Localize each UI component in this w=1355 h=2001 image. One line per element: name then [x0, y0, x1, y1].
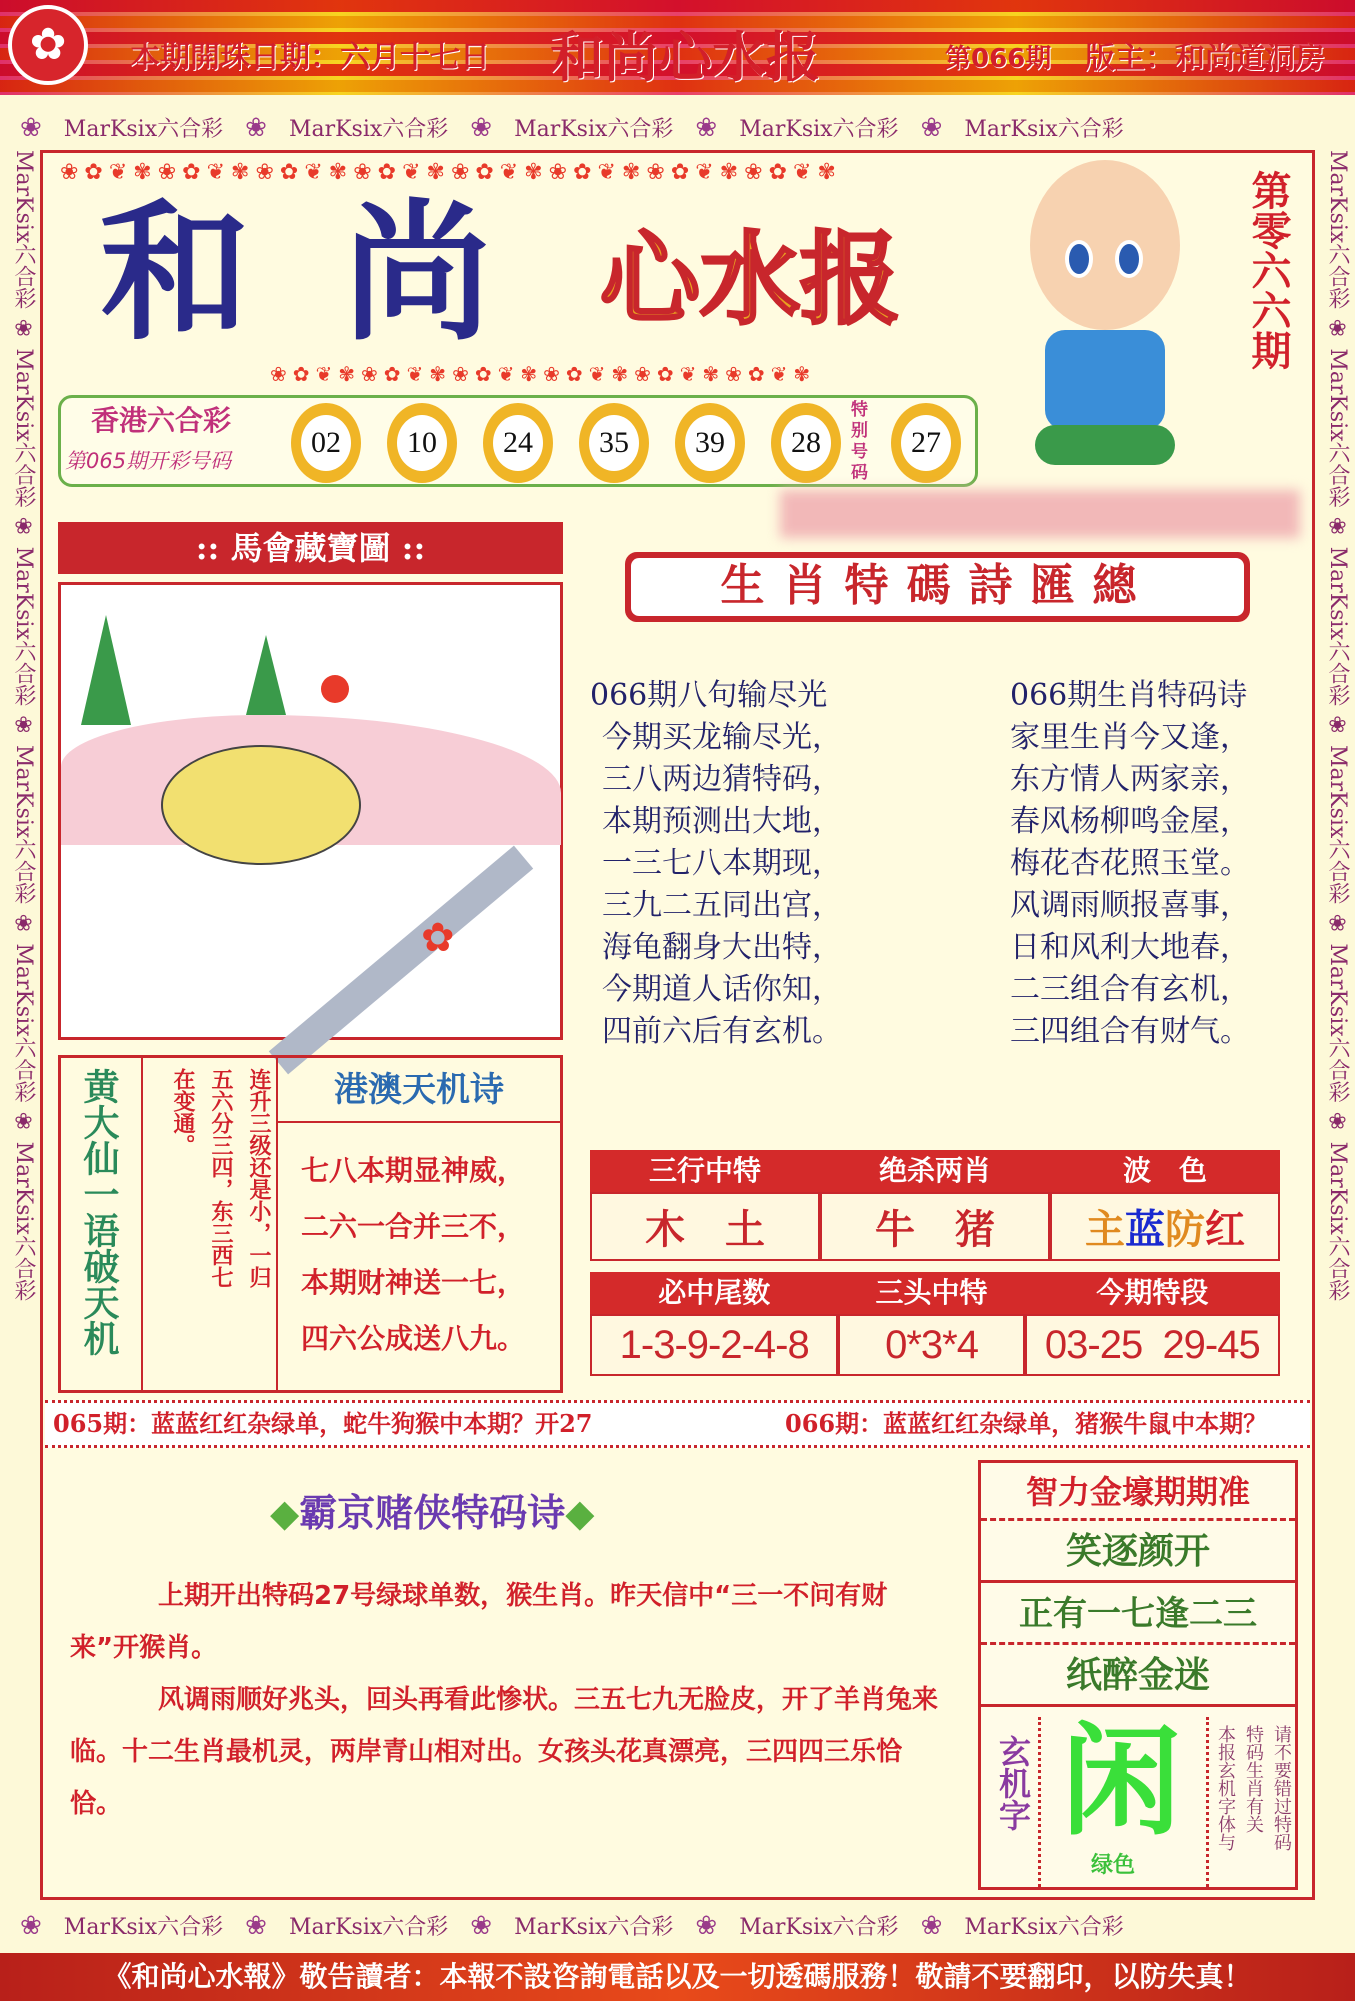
special-label: 特别号码	[851, 400, 868, 483]
poem-line: 三八两边猜特码，	[602, 762, 842, 797]
prediction-table-1	[590, 1150, 1280, 1261]
flower-icon: ❀	[695, 112, 718, 143]
five-elements-value: 木 土	[590, 1192, 820, 1261]
strip-label: MarKsix六合彩	[63, 1915, 224, 1940]
poems-title: 生肖特碼詩匯總	[631, 558, 1244, 616]
poem-line: 三四组合有财气。	[1010, 1014, 1250, 1049]
diamond-icon: ◆	[270, 1491, 300, 1535]
floral-border-icon: ❀✿❦✾❀✿❦✾❀✿❦✾❀✿❦✾❀✿❦✾❀✿❦✾❀✿❦✾❀✿❦✾	[60, 160, 842, 185]
strip-label: MarKsix六合彩	[964, 117, 1124, 142]
strip-label: MarKsix六合彩	[11, 744, 36, 905]
blurred-strip	[780, 490, 1300, 538]
flower-icon: ❀	[20, 112, 42, 143]
strip-label: MarKsix六合彩	[11, 943, 36, 1103]
poem-line: 四前六后有玄机。	[602, 1014, 842, 1049]
number-ball	[675, 403, 745, 483]
table-header: 今期特段	[1096, 1276, 1209, 1309]
table-header: 三行中特	[648, 1154, 761, 1187]
issue-vertical: 第零六六期	[1245, 170, 1292, 370]
poem-line: 家里生肖今又逢，	[1010, 720, 1250, 755]
knight-paragraph-2: 风调雨顺好兆头，回头再看此惨状。三五七九无脸皮，开了羊肖兔来临。十二生肖最机灵，两岸青山相对出。女孩头花真漂亮，三四四三乐恰恰。	[70, 1685, 939, 1819]
mystery-note: 请不要错过特码	[1271, 1725, 1292, 1851]
floral-border-icon: ❀✿❦✾❀✿❦✾❀✿❦✾❀✿❦✾❀✿❦✾❀✿❦✾	[270, 362, 817, 386]
flower-icon: ❀	[695, 1910, 718, 1941]
strip-label: MarKsix六合彩	[739, 117, 899, 142]
color-part: 蓝	[1125, 1207, 1165, 1253]
marksix-strip-left: MarKsix六合彩 ❀ MarKsix六合彩 ❀ MarKsix六合彩 ❀ MarKsix六合彩 ❀ MarKsix六合彩 ❀ MarKsix六合彩	[11, 150, 36, 1301]
strip-label: MarKsix六合彩	[11, 150, 36, 310]
knight-title-text: 霸京赌侠特码诗	[299, 1491, 566, 1535]
strip-label: MarKsix六合彩	[1325, 943, 1350, 1103]
lottery-name: 香港六合彩	[91, 404, 232, 437]
strip-label: MarKsix六合彩	[1325, 150, 1350, 310]
prediction-table-2	[590, 1272, 1280, 1376]
hk-macau-line: 七八本期显神威，	[301, 1154, 526, 1187]
ball-number: 35	[589, 415, 639, 471]
strip-label: MarKsix六合彩	[1325, 744, 1350, 905]
hk-macau-title: 港澳天机诗	[278, 1058, 560, 1123]
kill-zodiac-value: 牛 猪	[820, 1192, 1050, 1261]
strip-label: MarKsix六合彩	[514, 117, 674, 142]
text-col: 连升三级还是小，一归	[246, 1068, 271, 1288]
poem-heading: 066期八句输尽光	[590, 678, 828, 713]
strip-label: MarKsix六合彩	[63, 117, 224, 142]
knight-title	[270, 1490, 594, 1536]
knight-paragraph-1: 上期开出特码27号绿球单数，猴生肖。昨天信中“三一不问有财来”开猴肖。	[70, 1581, 888, 1663]
tail-numbers-value: 1-3-9-2-4-8	[590, 1314, 838, 1376]
flower-icon: ✿	[421, 915, 455, 961]
side-column	[978, 1460, 1298, 1890]
strip-label: MarKsix六合彩	[514, 1915, 674, 1940]
flower-icon: ❀	[920, 1910, 943, 1941]
strip-label: MarKsix六合彩	[288, 1915, 449, 1940]
header-banner	[0, 0, 1355, 95]
mystery-note: 本报玄机字体与	[1215, 1725, 1236, 1851]
poem-line: 梅花杏花照玉堂。	[1010, 846, 1250, 881]
color-part: 防	[1165, 1207, 1205, 1253]
riddle-prev: 065期：蓝蓝红红杂绿单，蛇牛狗猴中本期？开27	[53, 1409, 593, 1438]
masthead-subtitle: 心水报	[600, 221, 900, 338]
ball-number: 10	[397, 415, 447, 471]
strip-label: MarKsix六合彩	[288, 117, 449, 142]
poem-line: 海龟翻身大出特，	[602, 930, 842, 965]
issue-number: 第066期	[945, 44, 1052, 74]
poem-line: 一三七八本期现，	[602, 846, 842, 881]
poem-line: 日和风利大地春，	[1010, 930, 1250, 965]
marksix-strip-right: MarKsix六合彩 ❀ MarKsix六合彩 ❀ MarKsix六合彩 ❀ MarKsix六合彩 ❀ MarKsix六合彩 ❀ MarKsix六合彩	[1325, 150, 1350, 1301]
side-row: 纸醉金迷	[981, 1645, 1295, 1707]
draw-results	[58, 395, 978, 487]
treasure-map-picture	[58, 582, 563, 1040]
riddle-current: 066期：蓝蓝红红杂绿单，猪猴牛鼠中本期？	[785, 1409, 1268, 1438]
strip-label: MarKsix六合彩	[1325, 546, 1350, 706]
marksix-strip-top	[20, 112, 1320, 143]
mystery-color: 绿色	[1091, 1853, 1136, 1878]
side-header: 智力金壕期期准	[981, 1463, 1295, 1521]
number-ball	[483, 403, 553, 483]
poem-line: 春风杨柳鸣金屋，	[1010, 804, 1250, 839]
hk-macau-line: 本期财神送一七，	[301, 1266, 526, 1299]
poem-line: 三九二五同出宫，	[602, 888, 842, 923]
draw-label: 第065期开彩号码	[65, 449, 232, 473]
poem-line: 二三组合有玄机，	[1010, 972, 1250, 1007]
wave-color-value	[1050, 1192, 1280, 1261]
strip-label: MarKsix六合彩	[1325, 1141, 1350, 1301]
flower-icon: ❀	[470, 1910, 493, 1941]
poem-heading: 066期生肖特码诗	[1010, 678, 1248, 713]
special-ball	[891, 403, 961, 483]
flower-icon: ❀	[245, 112, 267, 143]
poem-left	[590, 675, 842, 1053]
segment-value: 03-25 29-45	[1025, 1314, 1280, 1376]
monk-mascot	[1000, 150, 1210, 480]
number-ball	[771, 403, 841, 483]
strip-label: MarKsix六合彩	[1325, 348, 1350, 508]
text-col: 在变通。	[170, 1068, 195, 1156]
poem-line: 今期道人话你知，	[602, 972, 842, 1007]
header-title: 和尚心水报	[550, 25, 820, 89]
color-part: 红	[1205, 1207, 1245, 1253]
knight-body	[70, 1570, 950, 1830]
strip-label: MarKsix六合彩	[739, 1915, 899, 1940]
poem-right	[1010, 675, 1250, 1053]
flower-icon: ❀	[20, 1910, 42, 1941]
poem-line: 本期预测出大地，	[602, 804, 842, 839]
table-header: 波 色	[1122, 1154, 1207, 1187]
wong-tai-sin-box	[58, 1055, 563, 1393]
side-row: 正有一七逢二三	[981, 1583, 1295, 1645]
strip-label: MarKsix六合彩	[11, 1141, 36, 1301]
diamond-icon: ◆	[565, 1491, 595, 1535]
poem-line: 今期买龙输尽光，	[602, 720, 842, 755]
number-ball	[291, 403, 361, 483]
mystery-note: 特码生肖有关	[1243, 1725, 1264, 1833]
poem-line: 东方情人两家亲，	[1010, 762, 1250, 797]
strip-label: MarKsix六合彩	[11, 546, 36, 706]
draw-date: 本期開珠日期：六月十七日	[130, 40, 490, 75]
heads-value: 0*3*4	[838, 1314, 1024, 1376]
strip-label: MarKsix六合彩	[11, 348, 36, 508]
footer-notice: 《和尚心水報》敬告讀者：本報不設咨詢電話以及一切透碼服務！敬請不要翻印，以防失真！	[0, 1953, 1355, 2001]
masthead-title: 和 尚	[100, 185, 513, 361]
text-col: 五六分三四，东三西七	[208, 1068, 233, 1288]
flower-icon: ❀	[920, 112, 943, 143]
wong-tai-sin-text	[156, 1068, 271, 1288]
flower-icon: ❀	[470, 112, 493, 143]
mystery-character: 闲	[1061, 1713, 1181, 1852]
hk-macau-line: 二六一合并三不，	[301, 1210, 526, 1243]
table-header: 必中尾数	[658, 1276, 771, 1309]
table-header: 三头中特	[875, 1276, 988, 1309]
flower-icon: ❀	[245, 1910, 267, 1941]
wong-tai-sin-title: 黄大仙一语破天机	[78, 1068, 120, 1356]
ball-number: 39	[685, 415, 735, 471]
poems-title-box	[625, 552, 1250, 622]
table-header: 绝杀两肖	[878, 1154, 991, 1187]
mystery-label: 玄机字	[994, 1735, 1032, 1831]
side-row: 笑逐颜开	[981, 1521, 1295, 1583]
poem-line: 风调雨顺报喜事，	[1010, 888, 1250, 923]
strip-label: MarKsix六合彩	[964, 1915, 1124, 1940]
number-ball	[579, 403, 649, 483]
ball-number: 27	[901, 415, 951, 471]
editor: 版主：和尚道洞房	[1085, 41, 1325, 76]
treasure-map-title: :: 馬會藏寶圖 ::	[58, 522, 563, 574]
bauhinia-emblem-icon: ✿	[8, 5, 88, 85]
hk-macau-line: 四六公成送八九。	[301, 1322, 526, 1355]
riddle-strip	[45, 1400, 1310, 1448]
number-ball	[387, 403, 457, 483]
ball-number: 28	[781, 415, 831, 471]
color-part: 主	[1085, 1207, 1125, 1253]
ball-number: 24	[493, 415, 543, 471]
marksix-strip-bottom	[20, 1910, 1340, 1941]
ball-number: 02	[301, 415, 351, 471]
